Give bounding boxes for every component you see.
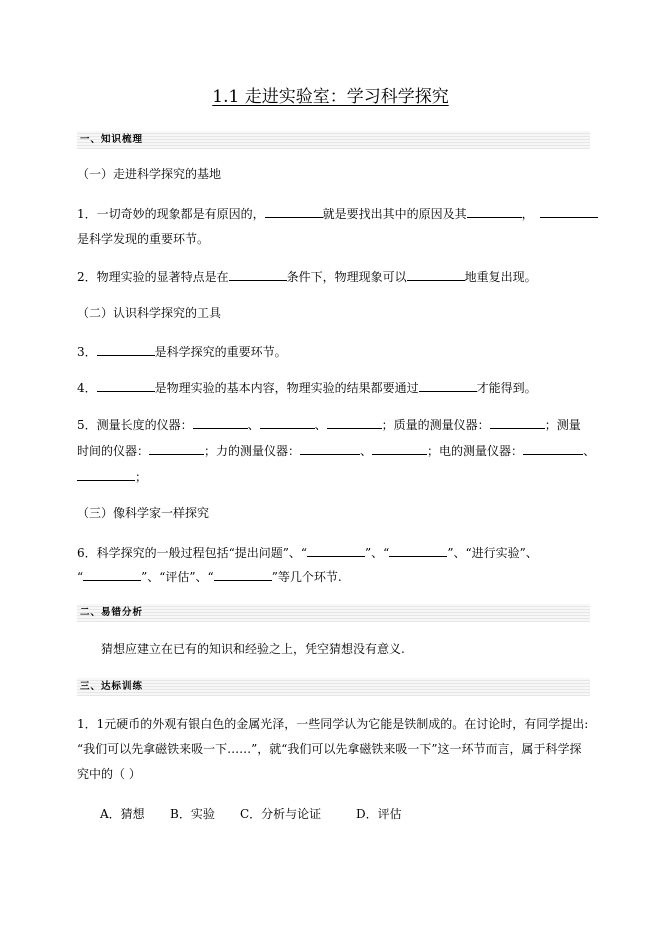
q5-blank-8[interactable] [523, 442, 583, 455]
q5-sep-2: 、 [314, 418, 327, 432]
question-2 [77, 268, 537, 285]
q5-sep-3: 、 [360, 444, 373, 458]
section-heading-practice: 三、达标训练 [77, 678, 590, 696]
q2-blank-2[interactable] [407, 268, 465, 281]
q3-text-2: 是科学探究的重要环节。 [154, 345, 287, 359]
practice-1-line-3: 究中的（ ） [77, 767, 141, 781]
q1-blank-3[interactable] [540, 205, 598, 218]
subheading-base: （一）走进科学探究的基地 [77, 167, 222, 181]
question-6-line-2 [77, 568, 342, 585]
q4-blank-2[interactable] [419, 379, 477, 392]
q6-text-2: ”、“ [365, 546, 390, 560]
q5-text-6: ；电的测量仪器： [427, 444, 524, 458]
q5-blank-9[interactable] [77, 468, 135, 481]
question-1-line-1 [77, 205, 598, 222]
q5-text-4: 时间的仪器： [77, 444, 150, 458]
question-5-line-1 [77, 416, 581, 433]
subheading-scientist: （三）像科学家一样探究 [77, 506, 210, 520]
title-text: 1.1 走进实验室：学习科学探究 [212, 87, 449, 107]
q5-text-1: 5．测量长度的仪器： [77, 418, 193, 432]
option-d[interactable]: D．评估 [356, 807, 402, 821]
option-c[interactable]: C．分析与论证 [240, 807, 322, 821]
q2-text-2: 条件下，物理现象可以 [286, 270, 407, 284]
q5-blank-3[interactable] [327, 416, 382, 429]
q3-blank-1[interactable] [97, 343, 155, 356]
question-5-line-3 [77, 468, 147, 485]
q3-text-1: 3． [77, 345, 97, 359]
question-3 [77, 343, 287, 360]
error-analysis-text: 猜想应建立在已有的知识和经验之上，凭空猜想没有意义. [101, 642, 405, 656]
q6-text-4: “ [77, 570, 84, 584]
q6-text-3: ”、“进行实验”、 [447, 546, 538, 560]
question-4 [77, 379, 537, 396]
q1-text-3: ， [521, 207, 534, 221]
option-b[interactable]: B．实验 [170, 807, 215, 821]
section-heading-knowledge: 一、知识梳理 [77, 131, 590, 149]
q1-blank-1[interactable] [265, 205, 323, 218]
q1-text-2: 就是要找出其中的原因及其 [322, 207, 467, 221]
q1-blank-2[interactable] [467, 205, 522, 218]
q6-text-6: ”等几个环节. [271, 570, 342, 584]
q5-blank-5[interactable] [149, 442, 204, 455]
question-5-line-2 [77, 442, 595, 459]
q5-text-2: ；质量的测量仪器： [381, 418, 490, 432]
section-heading-errors: 二、易错分析 [77, 604, 590, 622]
question-1-line-2: 是科学发现的重要环节。 [77, 232, 210, 246]
q6-blank-3[interactable] [83, 568, 141, 581]
q5-blank-6[interactable] [300, 442, 360, 455]
practice-1-line-1: 1．1元硬币的外观有银白色的金属光泽，一些同学认为它能是铁制成的。在讨论时，有同学提出: [77, 717, 589, 731]
q5-text-3: ；测量 [544, 418, 581, 432]
q5-text-5: ；力的测量仪器： [204, 444, 301, 458]
q6-text-5: ”、“评估”、“ [141, 570, 214, 584]
q6-blank-4[interactable] [214, 568, 272, 581]
q4-text-1: 4． [77, 381, 97, 395]
q6-blank-2[interactable] [389, 544, 447, 557]
practice-1-options [100, 806, 402, 822]
subheading-tools: （二）认识科学探究的工具 [77, 306, 222, 320]
q5-blank-1[interactable] [193, 416, 248, 429]
question-6-line-1 [77, 544, 538, 561]
q2-blank-1[interactable] [229, 268, 287, 281]
q6-blank-1[interactable] [307, 544, 365, 557]
practice-1-line-2: “我们可以先拿磁铁来吸一下……”，就“我们可以先拿磁铁来吸一下”这一环节而言，属于科学探 [77, 742, 582, 756]
q5-text-7: ； [135, 470, 148, 484]
q5-sep-4: 、 [583, 444, 596, 458]
q5-sep-1: 、 [247, 418, 260, 432]
page-title [0, 86, 661, 108]
option-a[interactable]: A．猜想 [100, 807, 145, 821]
q4-text-2: 是物理实验的基本内容，物理实验的结果都要通过 [154, 381, 419, 395]
q5-blank-2[interactable] [260, 416, 315, 429]
q4-text-3: 才能得到。 [476, 381, 537, 395]
q4-blank-1[interactable] [97, 379, 155, 392]
q1-text-1: 1．一切奇妙的现象都是有原因的， [77, 207, 265, 221]
q2-text-3: 地重复出现。 [464, 270, 537, 284]
q5-blank-7[interactable] [372, 442, 427, 455]
q2-text-1: 2．物理实验的显著特点是在 [77, 270, 229, 284]
q5-blank-4[interactable] [490, 416, 545, 429]
q6-text-1: 6．科学探究的一般过程包括“提出问题”、“ [77, 546, 308, 560]
